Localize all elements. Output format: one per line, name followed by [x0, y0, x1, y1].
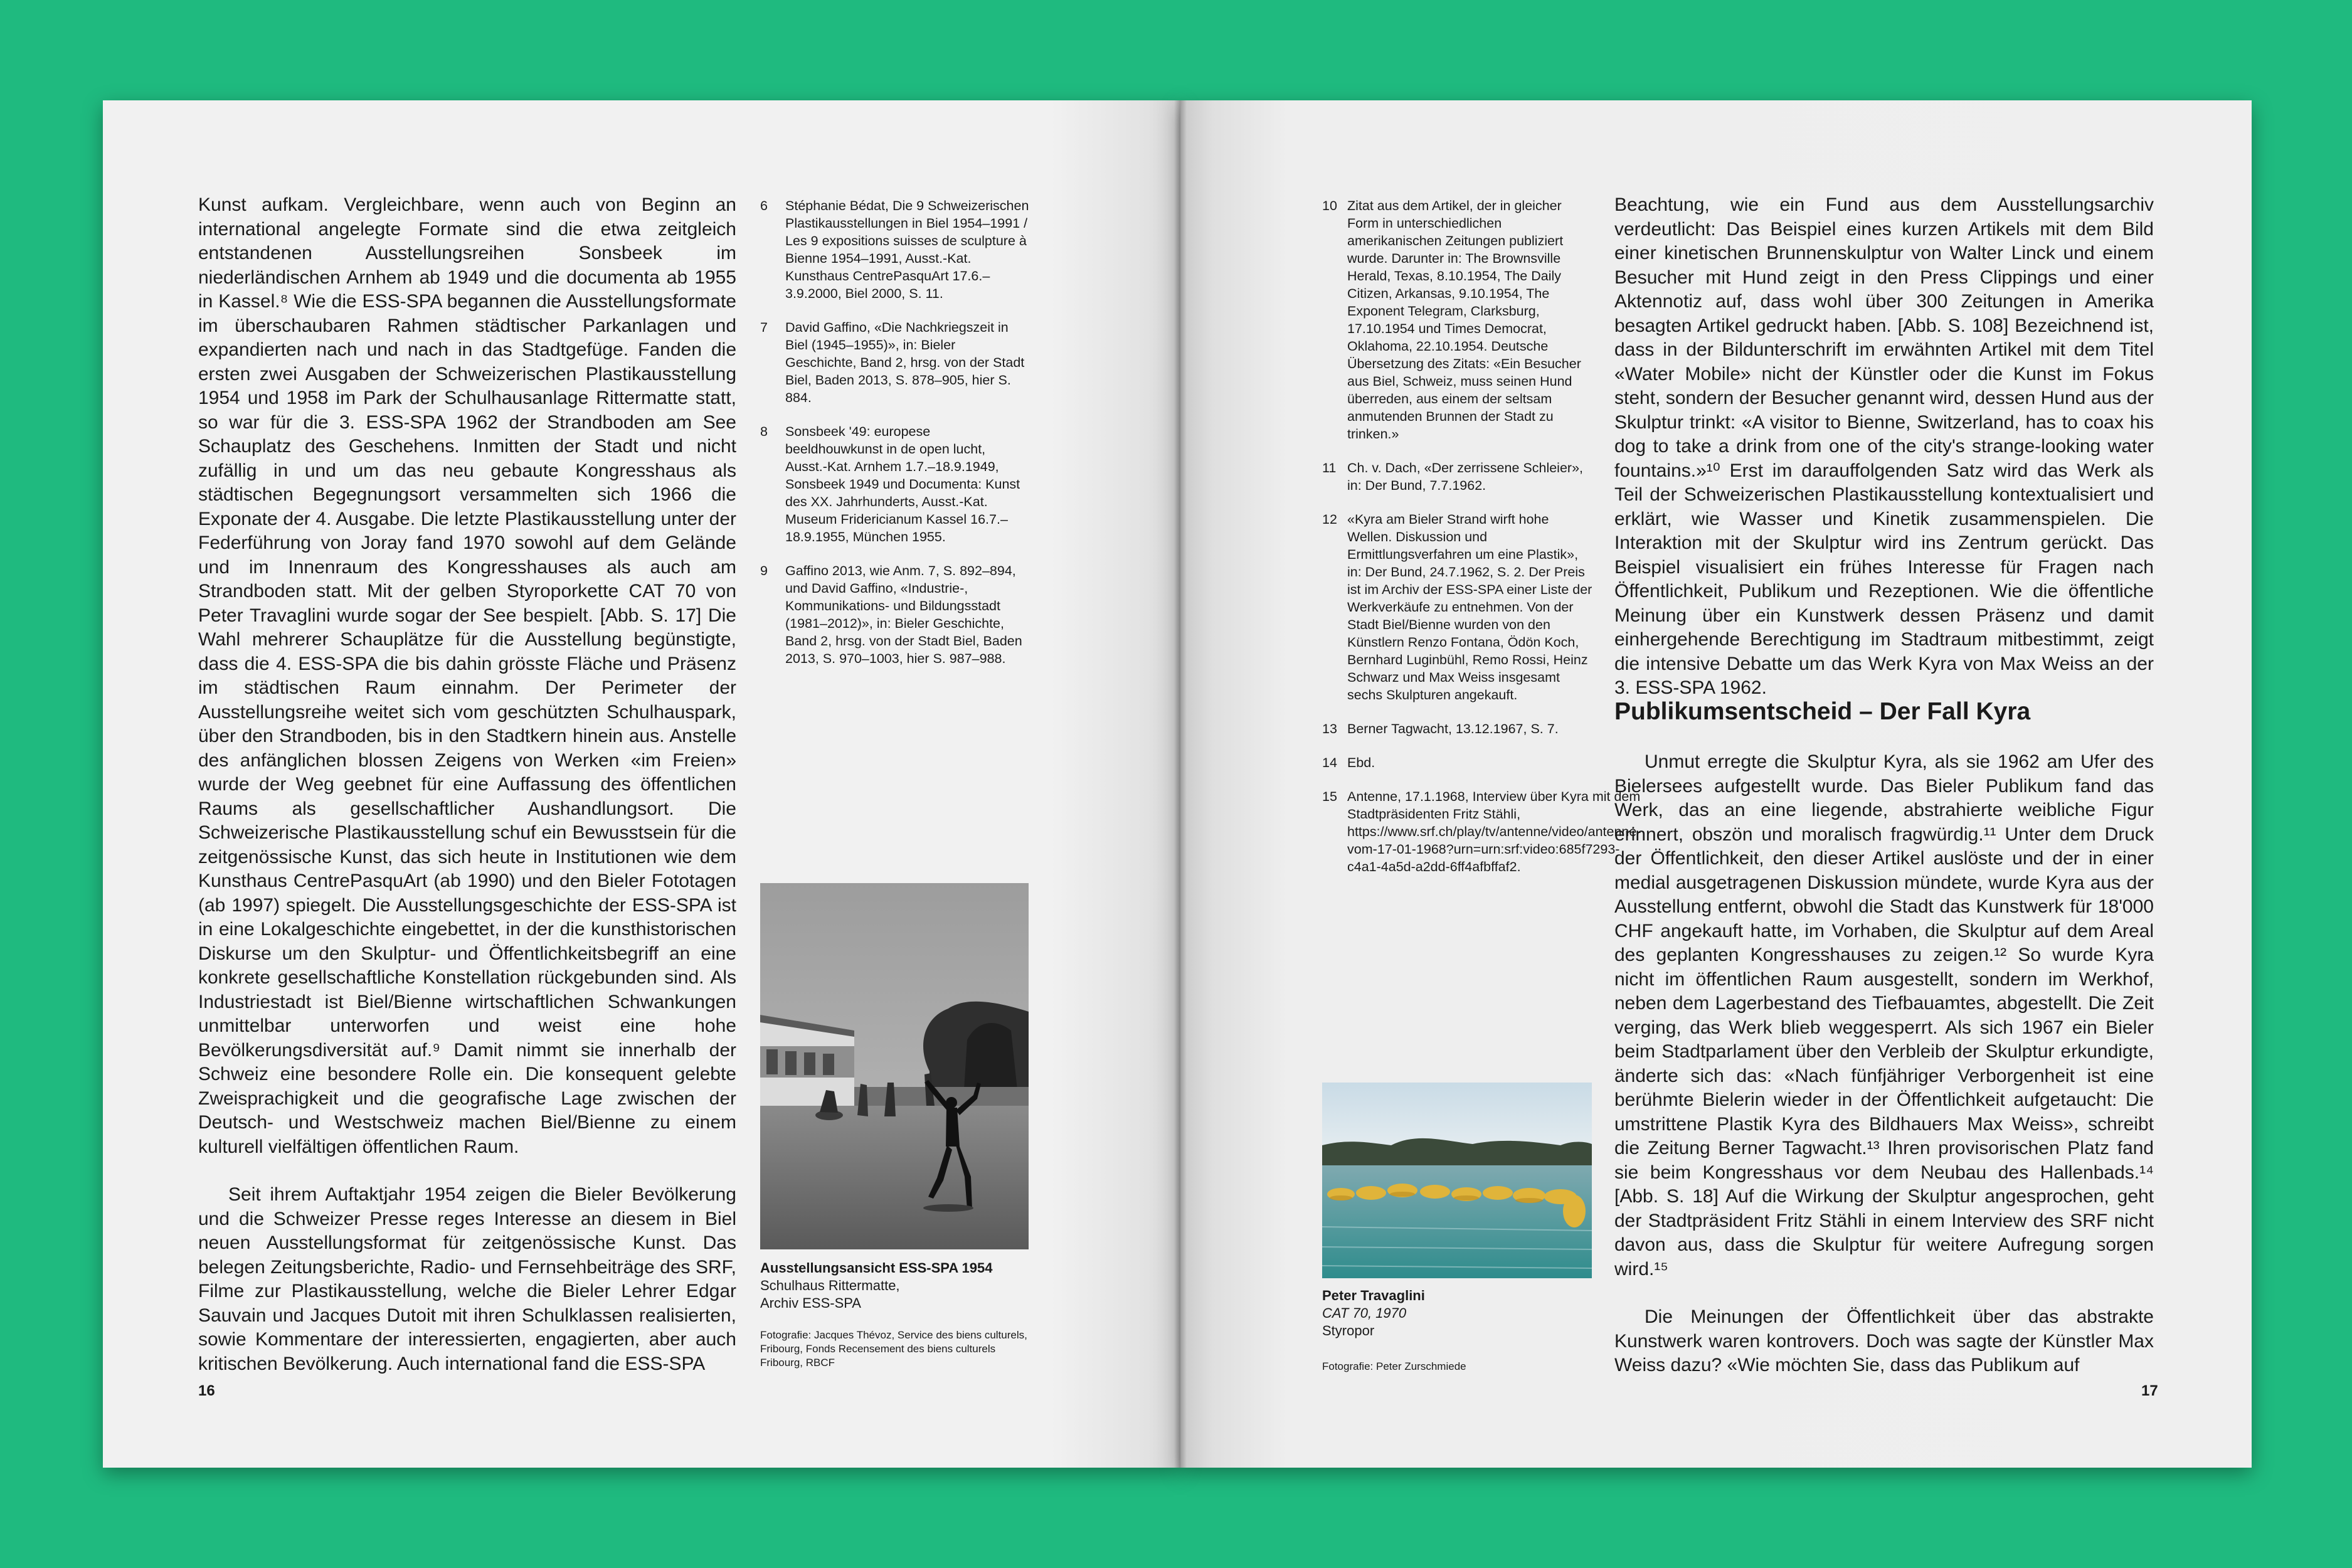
photo-caption-left [760, 1259, 1036, 1312]
cat70-photo-image [1322, 1083, 1592, 1278]
page-number-left: 16 [198, 1382, 215, 1399]
cat70-photo [1322, 1083, 1592, 1278]
footnote-number: 7 [760, 320, 768, 335]
footnote-9 [760, 562, 1030, 667]
photo-credit-left [760, 1328, 1036, 1370]
book-gutter [1174, 100, 1187, 1468]
left-body-column [198, 193, 736, 1376]
caption-location: Schulhaus Rittermatte, [760, 1278, 900, 1293]
footnote-11 [1322, 459, 1596, 494]
caption-work: CAT 70, 1970 [1322, 1305, 1407, 1321]
footnote-12 [1322, 511, 1596, 704]
exhibition-photo-1954 [760, 883, 1029, 1249]
photo-credit-right [1322, 1360, 1598, 1374]
page-number-right: 17 [2141, 1382, 2158, 1399]
exhibition-photo-image [760, 883, 1029, 1249]
footnote-number: 6 [760, 198, 768, 213]
footnote-number: 8 [760, 424, 768, 439]
footnote-number: 13 [1322, 721, 1337, 736]
credit-text: Fotografie: Peter Zurschmiede [1322, 1360, 1466, 1372]
footnote-text: Sonsbeek '49: europese beeldhouwkunst in de open lucht, Ausst.-Kat. Arnhem 1.7.–18.9.1949, Sonsbeek 1949 und Documenta: Kunst des XX. Jahrhunderts, Ausst.-Kat. Museum Fridericianum Kassel 16.7.–18.9.1955, München 1955. [785, 424, 1020, 544]
footnote-text: «Kyra am Bieler Strand wirft hohe Wellen. Diskussion und Ermittlungsverfahren um eine Plastik», in: Der Bund, 24.7.1962, S. 2. Der Preis ist im Archiv der ESS-SPA einer Liste der Werkverkäufe zu entnehmen. Von der Stadt Biel/Bienne wurden von den Künstlern Renzo Fontana, Ödön Koch, Bernhard Luginbühl, Remo Rossi, Heinz Schwarz und Max Weiss insgesamt sechs Skulpturen angekauft. [1347, 512, 1592, 702]
footnote-8 [760, 423, 1030, 546]
footnote-15 [1322, 788, 1641, 876]
footnote-text: Gaffino 2013, wie Anm. 7, S. 892–894, und David Gaffino, «Industrie-, Kommunikations- und Bildungsstadt (1981–2012)», in: Bieler Geschichte, Band 2, hrsg. von der Stadt Biel, Baden 2013, S. 970–1003, hier S. 987–988. [785, 563, 1022, 666]
footnote-10 [1322, 197, 1596, 443]
footnote-7 [760, 319, 1030, 406]
right-body-column-section [1614, 750, 2154, 1378]
right-footnotes [1322, 197, 1641, 892]
photo-caption-right [1322, 1287, 1598, 1340]
left-body-paragraph-1: Kunst aufkam. Vergleichbare, wenn auch von Beginn an international angelegte Formate sind die etwa zeitgleich entstandenen Ausstellungsreihen Sonsbeek im niederländischen Arnhem ab 1949 und die documenta ab 1955 in Kassel.⁸ Wie die ESS-SPA begannen die Ausstellungsformate im überschaubaren Rahmen städtischer Parkanlagen und expandierten nach und nach in das Stadtgefüge. Fanden die ersten zwei Ausgaben der Schweizerischen Plastikausstellung 1954 und 1958 im Park der Schulhausanlage Rittermatte statt, so war für die 3. ESS-SPA 1962 der Strandboden am See Schauplatz des Geschehens. Inmitten der Stadt und nicht zufällig in und um das neu gebaute Kongresshaus als städtischen Begegnungsort versammelten sich 1966 die Exponate der 4. Ausgabe. Die letzte Plastikausstellung unter der Federführung von Joray fand 1970 sowohl auf dem Gelände und im Innenraum des Kongresshauses als auch am Strandboden statt. Mit der gelben Styroporkette CAT 70 von Peter Travaglini wurde sogar der See bespielt. [Abb. S. 17] Die Wahl mehrerer Schauplätze für die Ausstellung begünstigte, dass die 4. ESS-SPA die bis dahin grösste Fläche und Präsenz im städtischen Raum einnahm. Der Perimeter der Ausstellungsreihe weitet sich vom geschützten Schulhauspark, über den Strandboden, bis in den Stadtkern hinein aus. Anstelle des anfänglichen blossen Zeigens von Werken «im Freien» wurde der Weg geebnet für eine Auffassung des öffentlichen Raums als gesellschaftlicher Aushandlungsort. Die Schweizerische Plastikausstellung schuf ein Bewusstsein für die zeitgenössische Kunst, das sich heute in Institutionen wie dem Kunsthaus CentrePasquArt (ab 1990) und den Bieler Fototagen (ab 1997) spiegelt. Die Ausstellungsgeschichte der ESS-SPA ist in eine Lokalgeschichte eingebettet, in der die kunsthistorischen Diskurse um den Skulptur- und Öffentlichkeitsbegriff an eine konkrete gesellschaftliche Konstellation rückgebunden sind. Als Industriestadt ist Biel/Bienne wirtschaftlichen Schwankungen unmittelbar unterworfen und weist eine hohe Bevölkerungsdiversität auf.⁹ Damit nimmt sie innerhalb der Schweiz eine besondere Rolle ein. Die konsequent gelebte Zweisprachigkeit und die geografische Lage zwischen der Deutsch- und Westschweiz machen Biel/Bienne zu einem kulturell vielfältigen öffentlichen Raum. [198, 194, 736, 1157]
footnote-text: Ebd. [1347, 755, 1375, 770]
footnote-number: 9 [760, 563, 768, 578]
footnote-text: Stéphanie Bédat, Die 9 Schweizerischen Plastikausstellungen in Biel 1954–1991 / Les 9 expositions suisses de sculpture à Bienne 1954–1991, Ausst.-Kat. Kunsthaus CentrePasquArt 17.6.–3.9.2000, Biel 2000, S. 11. [785, 198, 1029, 301]
right-body-paragraph-3: Die Meinungen der Öffentlichkeit über das abstrakte Kunstwerk waren kontrovers. Doch was sagte der Künstler Max Weiss dazu? «Wie möchten Sie, dass das Publikum auf [1614, 1306, 2154, 1375]
caption-material: Styropor [1322, 1323, 1375, 1338]
left-body-paragraph-2: Seit ihrem Auftaktjahr 1954 zeigen die Bieler Bevölkerung und die Schweizer Presse reges Interesse an diesem in Biel neuen Ausstellungsformat für zeitgenössische Kunst. Das belegen Zeitungsberichte, Radio- und Fernsehbeiträge des SRF, Filme zur Plastikausstellung, welche die Bieler Lehrer Edgar Sauvain und Jacques Dutoit mit ihren Schulklassen realisierten, sowie Kommentare der interessierten, engagierten, aber auch kritischen Bevölkerung. Auch international fand die ESS-SPA [198, 1184, 736, 1374]
footnote-text: Zitat aus dem Artikel, der in gleicher Form in unterschiedlichen amerikanischen Zeitungen publiziert wurde. Darunter in: The Brownsville Herald, Texas, 8.10.1954, The Daily Citizen, Arkansas, 9.10.1954, The Exponent Telegram, Clarksburg, 17.10.1954 und Times Democrat, Oklahoma, 22.10.1954. Deutsche Übersetzung des Zitats: «Ein Besucher aus Biel, Schweiz, muss seinen Hund überreden, aus einem der seltsam anmutenden Brunnen der Stadt zu trinken.» [1347, 198, 1581, 442]
left-footnotes [760, 197, 1030, 684]
caption-archive: Archiv ESS-SPA [760, 1295, 861, 1311]
right-body-column-top [1614, 193, 2154, 701]
footnote-text: David Gaffino, «Die Nachkriegszeit in Biel (1945–1955)», in: Bieler Geschichte, Band 2, hrsg. von der Stadt Biel, Baden 2013, S. 878–905, hier S. 884. [785, 320, 1025, 405]
footnote-13 [1322, 720, 1596, 738]
right-body-paragraph-1: Beachtung, wie ein Fund aus dem Ausstellungsarchiv verdeutlicht: Das Beispiel eines kurzen Artikels mit dem Bild einer kinetischen Brunnenskulptur von Walter Linck und einem Besucher mit Hund zeigt in den Press Clippings und einer Aktennotiz auf, dass wohl über 300 Zeitungen in Amerika besagten Artikel gedruckt haben. [Abb. S. 108] Bezeichnend ist, dass in der Bildunterschrift im erwähnten Artikel mit dem Titel «Water Mobile» nicht der Künstler oder die Kunst im Fokus steht, sondern der Besucher genannt wird, dessen Hund aus der Skulptur trinkt: «A visitor to Bienne, Switzerland, has to coax his dog to take a drink from one of the city's strange-looking water fountains.»¹⁰ Erst im darauffolgenden Satz wird das Werk als Teil der Schweizerischen Plastikausstellung kontextualisiert und erklärt, wie Wasser und Kinetik zusammenspielen. Die Interaktion mit der Skulptur wird ins Zentrum gerückt. Das Beispiel visualisiert ein frühes Interesse für Fragen nach Öffentlichkeit, Publikum und Rezeptionen. Wie die öffentliche Meinung über ein Kunstwerk dessen Präsenz und damit einhergehende Berechtigung im Stadtraum mitbestimmt, zeigt die intensive Debatte um das Werk Kyra von Max Weiss an der 3. ESS-SPA 1962. [1614, 194, 2154, 698]
footnote-number: 10 [1322, 198, 1337, 213]
footnote-text: Berner Tagwacht, 13.12.1967, S. 7. [1347, 721, 1559, 736]
caption-title: Ausstellungsansicht ESS-SPA 1954 [760, 1260, 993, 1276]
footnote-number: 12 [1322, 512, 1337, 527]
credit-text: Fotografie: Jacques Thévoz, Service des biens culturels, Fribourg, Fonds Recensement des biens culturels Fribourg, RBCF [760, 1329, 1027, 1369]
caption-title: Peter Travaglini [1322, 1288, 1425, 1303]
footnote-14 [1322, 754, 1596, 771]
footnote-number: 11 [1322, 460, 1337, 475]
right-body-paragraph-2: Unmut erregte die Skulptur Kyra, als sie 1962 am Ufer des Bielersees aufgestellt wurde. Das Bieler Publikum fand das Werk, das an eine liegende, abstrahierte weibliche Figur erinnert, obszön und moralisch fragwürdig.¹¹ Unter dem Druck der Öffentlichkeit, den dieser Artikel auslöste und der in einer medial ausgetragenen Diskussion mündete, wurde Kyra aus der Ausstellung entfernt, obwohl die Stadt das Kunstwerk für 18'000 CHF angekauft hatte, im Vorhaben, die Skulptur auf dem Areal des geplanten Kongresshauses zu zeigen.¹² So wurde Kyra nicht im öffentlichen Raum ausgestellt, sondern im Werkhof, neben dem Lagerbestand des Tiefbauamtes, abgestellt. Die Zeit verging, das Werk blieb weggesperrt. Als sich 1967 ein Bieler beim Stadtparlament über den Verbleib der Skulptur erkundigte, änderte sich das: «Nach fünfjähriger Verborgenheit ist eine berühmte Bielerin wieder in der Öffentlichkeit aufgetaucht: Die umstrittene Plastik Kyra des Bildhauers Max Weiss», schreibt die Zeitung Berner Tagwacht.¹³ Ihren provisorischen Platz fand sie beim Kongresshaus vor dem Neubau des Hallenbads.¹⁴ [Abb. S. 18] Auf die Wirkung der Skulptur angesprochen, geht der Stadtpräsident Fritz Stähli in einem Interview des SRF nicht davon aus, dass die Skulptur für weitere Aufregung sorgen wird.¹⁵ [1614, 751, 2154, 1279]
footnote-6 [760, 197, 1030, 302]
section-heading: Publikumsentscheid – Der Fall Kyra [1614, 698, 2031, 725]
footnote-text: Antenne, 17.1.1968, Interview über Kyra mit dem Stadtpräsidenten Fritz Stähli, https://www.srf.ch/play/tv/antenne/video/antenne-vom-17-01-1968?urn=urn:srf:video:685f7293-c4a1-4a5d-a2dd-6ff4afbffaf2. [1347, 789, 1641, 874]
footnote-number: 14 [1322, 755, 1337, 770]
footnote-number: 15 [1322, 789, 1337, 804]
footnote-text: Ch. v. Dach, «Der zerrissene Schleier», in: Der Bund, 7.7.1962. [1347, 460, 1583, 493]
